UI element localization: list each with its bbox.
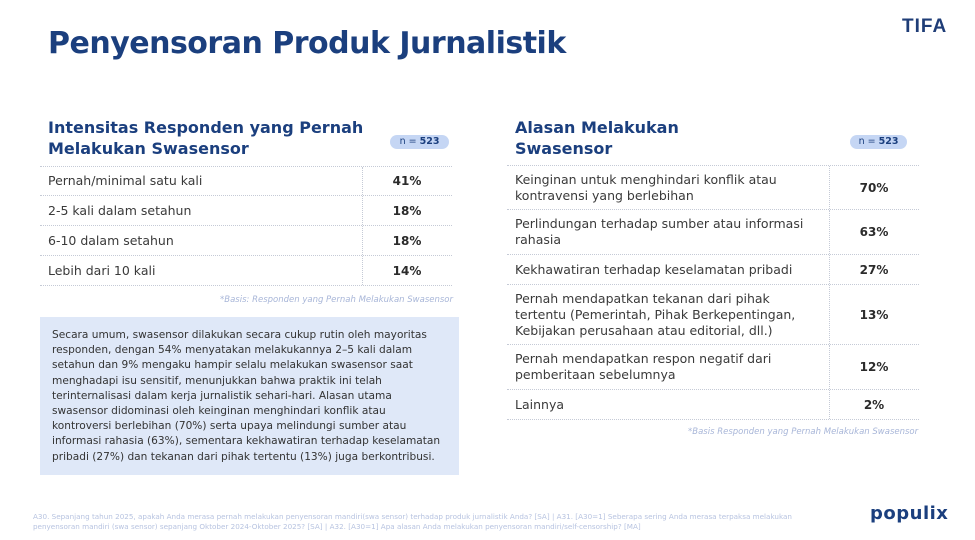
summary-box: Secara umum, swasensor dilakukan secara cukup rutin oleh mayoritas responden, dengan 54% menyatakan melakukannya 2–5 kali dalam setahun dan 9% mengaku hampir selalu melakukan swasensor saat menghadapi isu sensitif, menunjukkan bahwa praktik ini telah terinternalisasi dalam kerja jurnalistik sehari-hari. Alasan utama swasensor didominasi oleh keinginan menghindari konflik atau kontroversi berlebihan (70%) serta upaya melindungi sumber atau informasi rahasia (63%), sementara kekhawatiran terhadap keselamatan pribadi (27%) dan tekanan dari pihak tertentu (13%) juga berkontribusi. <box>40 317 459 475</box>
right-n-prefix: n = <box>858 136 879 147</box>
table-row <box>507 345 919 390</box>
row-value: 18% <box>392 203 422 218</box>
right-reasons-table <box>507 165 919 420</box>
left-frequency-table <box>40 166 452 286</box>
right-n-value: 523 <box>878 136 899 147</box>
right-title-line1: Alasan Melakukan <box>515 118 679 137</box>
right-title-line2: Swasensor <box>515 139 613 158</box>
table-row <box>40 166 452 196</box>
tifa-logo <box>902 16 948 42</box>
tifa-logo-text: TIFA <box>902 16 948 37</box>
row-label: Lebih dari 10 kali <box>48 262 156 278</box>
table-row <box>507 165 919 210</box>
left-sample-size-badge <box>390 135 449 149</box>
row-label: 6-10 dalam setahun <box>48 232 174 248</box>
row-value: 41% <box>392 174 422 188</box>
row-label: 2-5 kali dalam setahun <box>48 202 192 218</box>
question-footnote: A30. Sepanjang tahun 2025, apakah Anda merasa pernah melakukan penyensoran mandiri(swa sensor) terhadap produk jurnalistik Anda? [SA] | A31. [A30=1] Seberapa sering Anda merasa terpaksa melakukan penyensoran mandiri (swa sensor) sepanjang Oktober 2024-Oktober 2025? [SA] | A32. [A30=1] Apa alasan Anda melakukan penyensoran mandiri/self-censorship? [MA] <box>33 512 792 531</box>
row-label: Perlindungan terhadap sumber atau informasi rahasia <box>515 216 804 247</box>
left-n-prefix: n = <box>399 136 420 147</box>
left-title-line1: Intensitas Responden yang Pernah <box>48 118 364 137</box>
table-row <box>507 210 919 255</box>
row-label: Pernah mendapatkan respon negatif dari pemberitaan sebelumnya <box>515 351 772 382</box>
left-title-line2: Melakukan Swasensor <box>48 139 249 158</box>
left-section-title <box>48 117 378 159</box>
right-section-title <box>515 117 815 159</box>
table-row <box>40 256 452 286</box>
row-label: Keinginan untuk menghindari konflik atau kontravensi yang berlebihan <box>515 171 777 203</box>
row-value: 70% <box>859 180 889 195</box>
row-value: 2% <box>863 397 885 412</box>
table-row <box>507 255 919 285</box>
row-value: 14% <box>392 263 422 278</box>
page-title: Penyensoran Produk Jurnalistik <box>48 26 566 61</box>
table-row <box>507 285 919 345</box>
row-value: 12% <box>859 360 889 374</box>
table-row <box>40 196 452 226</box>
right-sample-size-badge <box>850 135 907 149</box>
row-value: 13% <box>859 307 889 322</box>
row-label: Pernah/minimal satu kali <box>48 173 203 188</box>
left-n-value: 523 <box>419 136 440 147</box>
row-label: Kekhawatiran terhadap keselamatan pribadi <box>515 261 793 277</box>
row-value: 27% <box>859 262 889 277</box>
table-row <box>507 390 919 420</box>
row-value: 63% <box>859 225 889 239</box>
table-row <box>40 226 452 256</box>
row-value: 18% <box>392 233 422 248</box>
right-basis-note: *Basis Responden yang Pernah Melakukan Swasensor <box>688 427 919 437</box>
row-label: Pernah mendapatkan tekanan dari pihak tertentu (Pemerintah, Pihak Berkepentingan, Kebijakan perusahaan atau editorial, dll.) <box>515 290 796 338</box>
populix-logo: populix <box>870 503 949 524</box>
left-basis-note: *Basis: Responden yang Pernah Melakukan Swasensor <box>220 295 453 305</box>
row-label: Lainnya <box>515 396 564 412</box>
